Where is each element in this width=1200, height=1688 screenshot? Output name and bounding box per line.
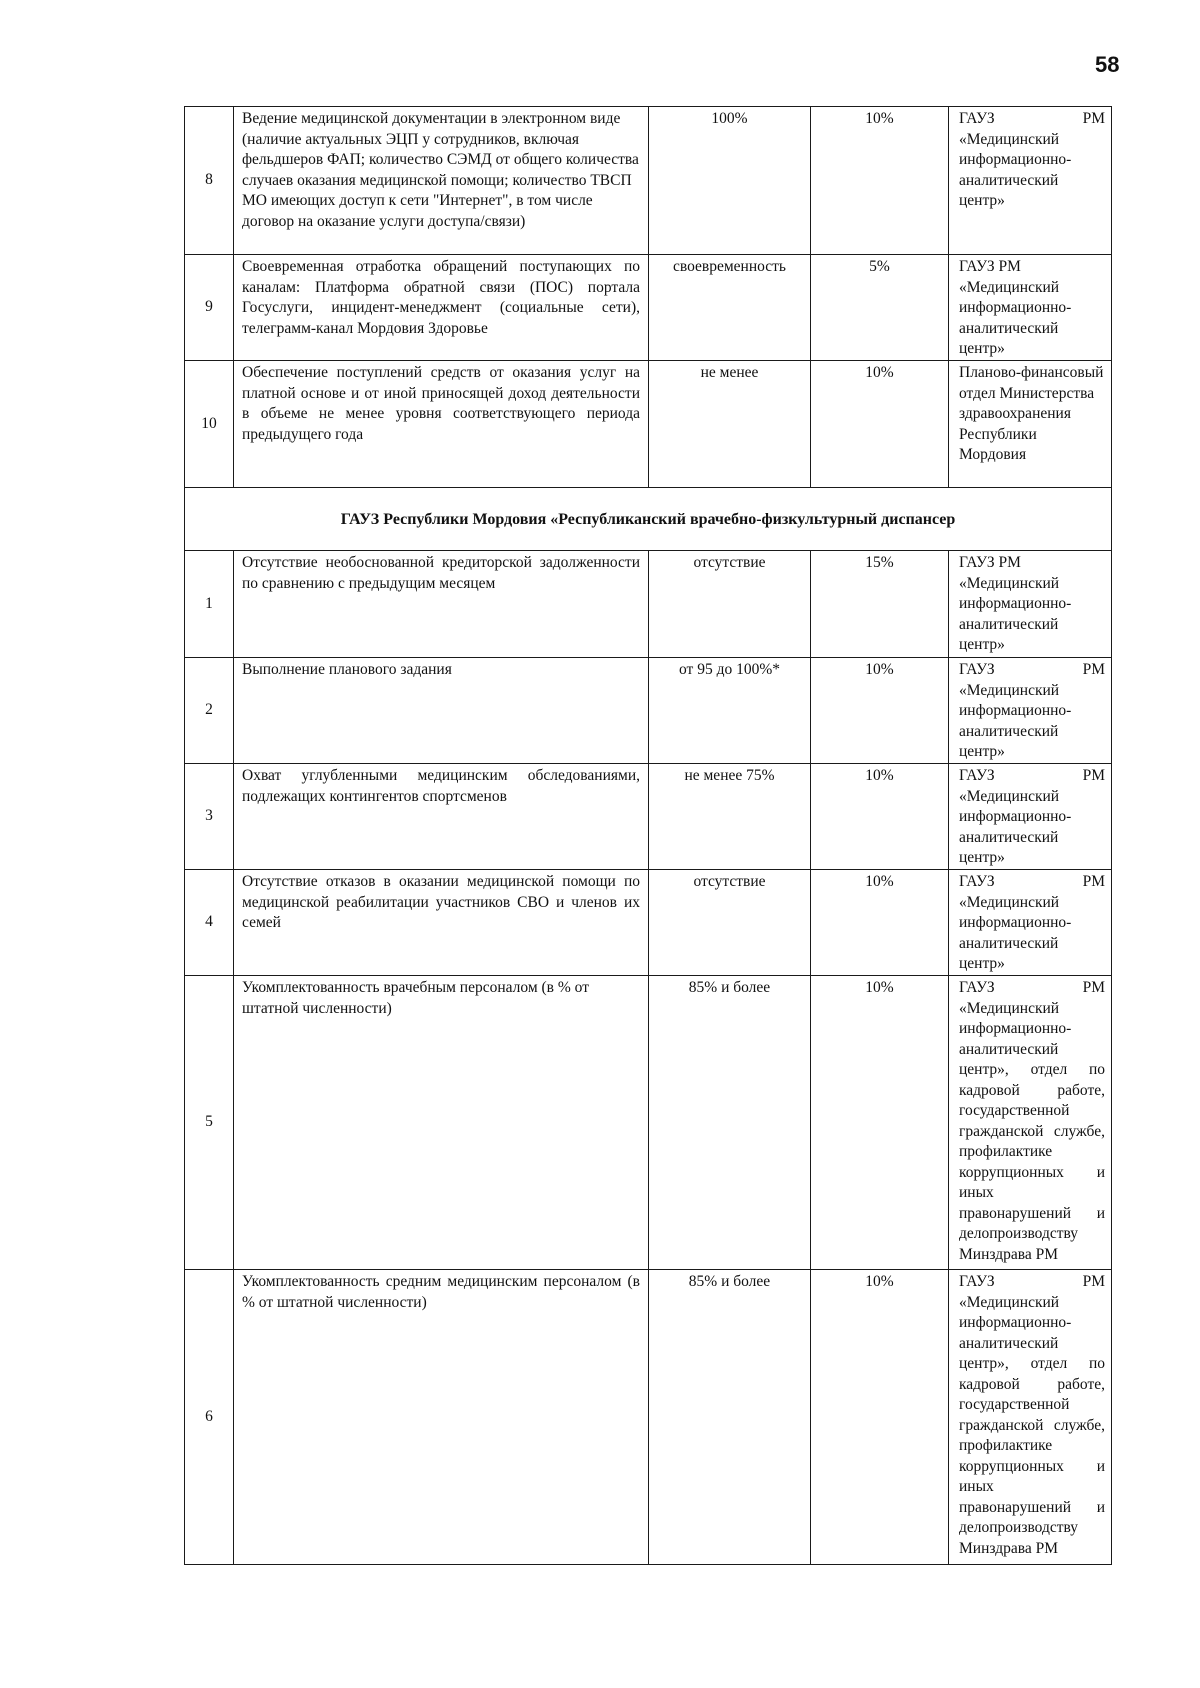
responsible-head-right: РМ bbox=[1082, 873, 1105, 890]
row-number: 8 bbox=[185, 107, 234, 255]
responsible-cell bbox=[949, 1270, 1112, 1565]
responsible-text: «Медицинский информационно-аналитический центр» bbox=[959, 681, 1072, 760]
table-row bbox=[185, 976, 1112, 1270]
target-value: не менее bbox=[649, 361, 811, 488]
responsible-text: Планово-финансовый отдел Министерства здравоохранения Республики Мордовия bbox=[949, 361, 1112, 488]
responsible-head-left: ГАУЗ bbox=[959, 1273, 995, 1290]
target-value: 85% и более bbox=[649, 976, 811, 1270]
row-number: 6 bbox=[185, 1270, 234, 1565]
responsible-head-left: ГАУЗ bbox=[959, 110, 995, 127]
table-row bbox=[185, 255, 1112, 361]
row-number: 5 bbox=[185, 976, 234, 1270]
target-value: 85% и более bbox=[649, 1270, 811, 1565]
weight-value: 10% bbox=[811, 658, 949, 764]
responsible-head-left: ГАУЗ bbox=[959, 767, 995, 784]
weight-value: 15% bbox=[811, 551, 949, 658]
weight-value: 5% bbox=[811, 255, 949, 361]
responsible-cell bbox=[949, 658, 1112, 764]
table-row bbox=[185, 658, 1112, 764]
responsible-text: ГАУЗ РМ «Медицинский информационно-аналитический центр» bbox=[949, 551, 1112, 658]
responsible-cell bbox=[949, 870, 1112, 976]
section-header-row bbox=[185, 488, 1112, 551]
indicator-description: Отсутствие необоснованной кредиторской задолженности по сравнению с предыдущим месяцем bbox=[234, 551, 649, 658]
weight-value: 10% bbox=[811, 361, 949, 488]
responsible-head-right: РМ bbox=[1082, 1273, 1105, 1290]
target-value: не менее 75% bbox=[649, 764, 811, 870]
target-value: отсутствие bbox=[649, 870, 811, 976]
indicator-description: Выполнение планового задания bbox=[234, 658, 649, 764]
row-number: 4 bbox=[185, 870, 234, 976]
weight-value: 10% bbox=[811, 764, 949, 870]
target-value: своевременность bbox=[649, 255, 811, 361]
target-value: от 95 до 100%* bbox=[649, 658, 811, 764]
target-value: отсутствие bbox=[649, 551, 811, 658]
row-number: 1 bbox=[185, 551, 234, 658]
responsible-cell bbox=[949, 976, 1112, 1270]
row-number: 9 bbox=[185, 255, 234, 361]
weight-value: 10% bbox=[811, 1270, 949, 1565]
indicator-description: Ведение медицинской документации в электронном виде (наличие актуальных ЭЦП у сотрудников, включая фельдшеров ФАП; количество СЭМД от общего количества случаев оказания медицинской помощи; количество ТВСП МО имеющих доступ к сети "Интернет", в том числе договор на оказание услуги доступа/связи) bbox=[234, 107, 649, 255]
weight-value: 10% bbox=[811, 870, 949, 976]
responsible-cell bbox=[949, 107, 1112, 255]
responsible-text: «Медицинский информационно-аналитический центр», отдел по кадровой работе, государственной гражданской службе, профилактике коррупционных и иных правонарушений и делопроизводству Минздрава РМ bbox=[959, 1293, 1105, 1557]
responsible-text: «Медицинский информационно-аналитический центр» bbox=[959, 130, 1072, 209]
responsible-text: «Медицинский информационно-аналитический центр» bbox=[959, 893, 1072, 972]
responsible-cell bbox=[949, 764, 1112, 870]
table-row bbox=[185, 1270, 1112, 1565]
indicator-description: Обеспечение поступлений средств от оказания услуг на платной основе и от иной приносящей доход деятельности в объеме не менее уровня соответствующего периода предыдущего года bbox=[234, 361, 649, 488]
responsible-head-left: ГАУЗ bbox=[959, 661, 995, 678]
indicator-description: Укомплектованность врачебным персоналом (в % от штатной численности) bbox=[234, 976, 649, 1270]
responsible-head-right: РМ bbox=[1082, 767, 1105, 784]
indicator-description: Укомплектованность средним медицинским персоналом (в % от штатной численности) bbox=[234, 1270, 649, 1565]
indicators-table bbox=[184, 106, 1112, 1565]
weight-value: 10% bbox=[811, 107, 949, 255]
table-row bbox=[185, 361, 1112, 488]
section-title: ГАУЗ Республики Мордовия «Республиканский врачебно-физкультурный диспансер bbox=[185, 488, 1112, 551]
weight-value: 10% bbox=[811, 976, 949, 1270]
responsible-text: «Медицинский информационно-аналитический центр» bbox=[959, 787, 1072, 866]
indicator-description: Охват углубленными медицинским обследованиями, подлежащих контингентов спортсменов bbox=[234, 764, 649, 870]
responsible-text: «Медицинский информационно-аналитический центр», отдел по кадровой работе, государственной гражданской службе, профилактике коррупционных и иных правонарушений и делопроизводству Минздрава РМ bbox=[959, 999, 1105, 1263]
table-row bbox=[185, 107, 1112, 255]
responsible-head-left: ГАУЗ bbox=[959, 873, 995, 890]
responsible-head-right: РМ bbox=[1082, 110, 1105, 127]
indicator-description: Своевременная отработка обращений поступающих по каналам: Платформа обратной связи (ПОС) портала Госуслуги, инцидент-менеджмент (социальные сети), телеграмм-канал Мордовия Здоровье bbox=[234, 255, 649, 361]
row-number: 10 bbox=[185, 361, 234, 488]
responsible-text: ГАУЗ РМ «Медицинский информационно-аналитический центр» bbox=[949, 255, 1112, 361]
responsible-head-left: ГАУЗ bbox=[959, 979, 995, 996]
table-row bbox=[185, 764, 1112, 870]
row-number: 2 bbox=[185, 658, 234, 764]
target-value: 100% bbox=[649, 107, 811, 255]
responsible-head-right: РМ bbox=[1082, 661, 1105, 678]
row-number: 3 bbox=[185, 764, 234, 870]
table-row bbox=[185, 551, 1112, 658]
responsible-head-right: РМ bbox=[1082, 979, 1105, 996]
indicator-description: Отсутствие отказов в оказании медицинской помощи по медицинской реабилитации участников СВО и членов их семей bbox=[234, 870, 649, 976]
table-row bbox=[185, 870, 1112, 976]
page-number: 58 bbox=[1095, 52, 1120, 77]
